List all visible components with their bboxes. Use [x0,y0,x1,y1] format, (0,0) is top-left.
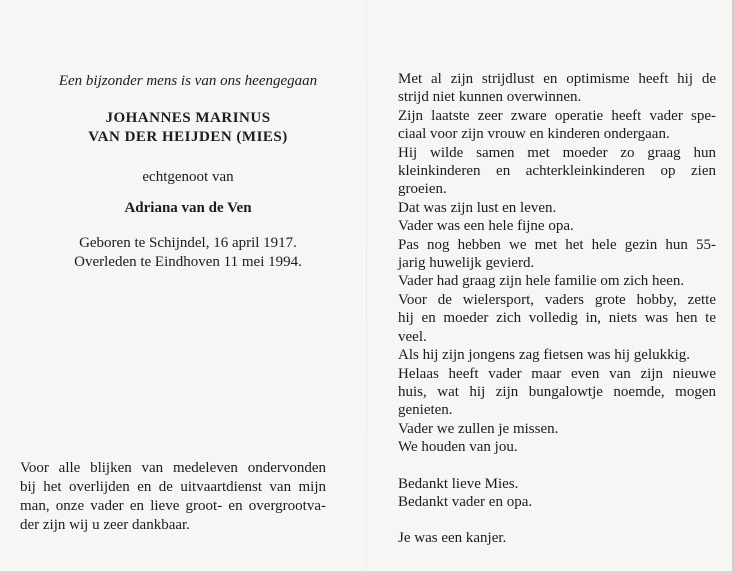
poem-line: Als hij zijn jongens zag fietsen was hij gelukkig. [398,347,691,364]
name-line-1: JOHANNES MARINUS [105,110,271,126]
thanks-line: Voor alle blijken van medeleven ondervonden [20,460,326,476]
poem-line: Zijn laatste zeer zware operatie heeft vader spe- [398,107,716,124]
poem-line: jarig huwelijk gevierd. [398,255,535,272]
poem-line: strijd niet kunnen overwinnen. [398,89,582,106]
intro-text: Een bijzonder mens is van ons heengegaan [58,73,318,89]
spacer [398,511,716,529]
poem-line: Vader we zullen je missen. [398,420,559,437]
thanks-line: der zijn wij u zeer dankbaar. [20,517,190,533]
thanks-line: man, onze vader en lieve groot- en overgrootva- [20,498,326,514]
spouse-name: Adriana van de Ven [124,200,252,216]
poem-line: Vader had graag zijn hele familie om zich heen. [398,273,685,290]
poem-line: ciaal voor zijn vrouw en kinderen ondergaan. [398,126,670,143]
poem-text [398,70,716,548]
poem-line: veel. [398,328,427,345]
poem-line: hij en moeder zich volledig in, niets was hen te [398,310,716,327]
closing-line: Bedankt vader en opa. [398,493,533,510]
poem-line: genieten. [398,402,453,419]
card-fold [366,0,367,574]
death-line: Overleden te Eindhoven 11 mei 1994. [74,254,302,270]
spacer [398,457,716,475]
thanks-paragraph [20,459,326,535]
final-line: Je was een kanjer. [398,530,507,547]
life-dates [20,234,356,272]
spouse-label: echtgenoot van [142,169,234,185]
poem-line: groeien. [398,181,447,198]
deceased-name [20,109,356,147]
poem-line: Helaas heeft vader maar even van zijn nieuwe [398,365,716,382]
poem-line: Dat was zijn lust en leven. [398,199,557,216]
thanks-line: bij het overlijden en de uitvaartdienst van mijn [20,479,326,495]
name-line-2: VAN DER HEIJDEN (MIES) [88,129,288,145]
poem-line: We houden van jou. [398,439,518,456]
birth-line: Geboren te Schijndel, 16 april 1917. [79,235,297,251]
poem-line: Voor de wielersport, vaders grote hobby, zette [398,291,716,308]
poem-line: kleinkinderen en achterkleinkinderen op zien [398,163,716,180]
closing-line: Bedankt lieve Mies. [398,475,519,492]
poem-line: huis, wat hij zijn bungalowtje noemde, mogen [398,383,716,400]
poem-line: Pas nog hebben we met het hele gezin hun 55- [398,236,716,253]
poem-line: Met al zijn strijdlust en optimisme heeft hij de [398,71,716,87]
poem-line: Hij wilde samen met moeder zo graag hun [398,144,716,161]
poem-line: Vader was een hele fijne opa. [398,218,574,235]
